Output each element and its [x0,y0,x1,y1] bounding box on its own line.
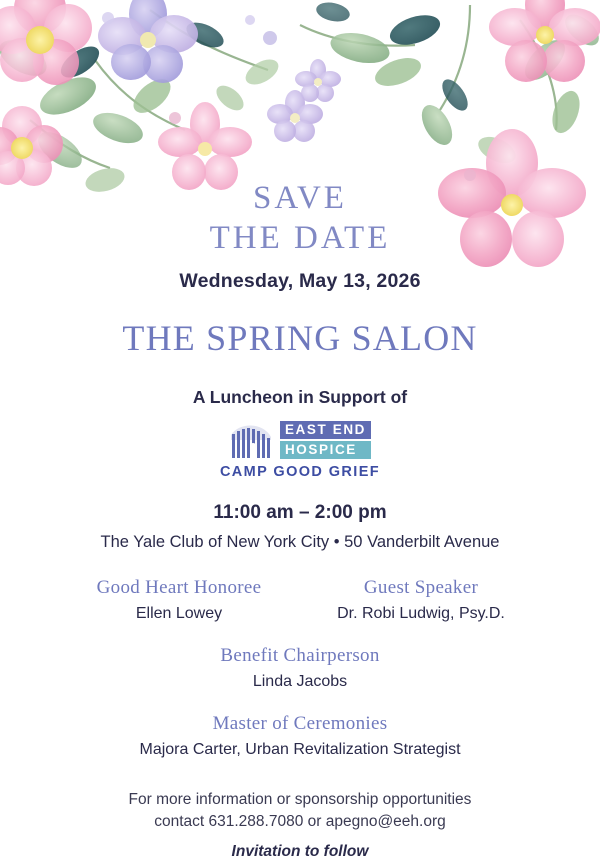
contact-line-2: contact 631.288.7080 or apegno@eeh.org [154,812,446,830]
event-venue: The Yale Club of New York City • 50 Vanderbilt Avenue [100,532,500,551]
guest-speaker-name: Dr. Robi Ludwig, Psy.D. [337,604,505,622]
master-of-ceremonies-name: Majora Carter, Urban Revitalization Strategist [139,740,461,758]
organization-logo [0,420,600,480]
guest-speaker-role: Guest Speaker [363,576,479,598]
invitation-to-follow: Invitation to follow [231,843,369,861]
contact-info [0,789,600,834]
master-of-ceremonies-role: Master of Ceremonies [212,712,388,734]
honoree-speaker-row [0,577,600,623]
invitation-content [0,178,600,861]
save-the-date-line2: THE DATE [209,220,391,257]
support-line: A Luncheon in Support of [192,386,408,407]
logo-line-2: HOSPICE [280,441,371,459]
contact-line-1: For more information or sponsorship opportunities [128,790,472,808]
logo-line-1: EAST END [280,421,371,439]
hospice-house-tree-icon [229,420,275,460]
honoree-role: Good Heart Honoree [96,576,262,598]
benefit-chairperson-role: Benefit Chairperson [220,644,380,666]
event-date: Wednesday, May 13, 2026 [179,269,421,292]
benefit-chairperson-block [0,645,600,691]
benefit-chairperson-name: Linda Jacobs [252,672,348,690]
master-of-ceremonies-block [0,713,600,759]
event-time: 11:00 am – 2:00 pm [213,501,387,523]
logo-tagline: CAMP GOOD GRIEF [219,463,381,480]
guest-speaker-block [331,577,511,623]
honoree-name: Ellen Lowey [135,604,223,622]
save-the-date-heading [0,178,600,259]
save-the-date-line1: SAVE [253,180,347,216]
event-title: THE SPRING SALON [122,317,478,358]
honoree-block [89,577,269,623]
